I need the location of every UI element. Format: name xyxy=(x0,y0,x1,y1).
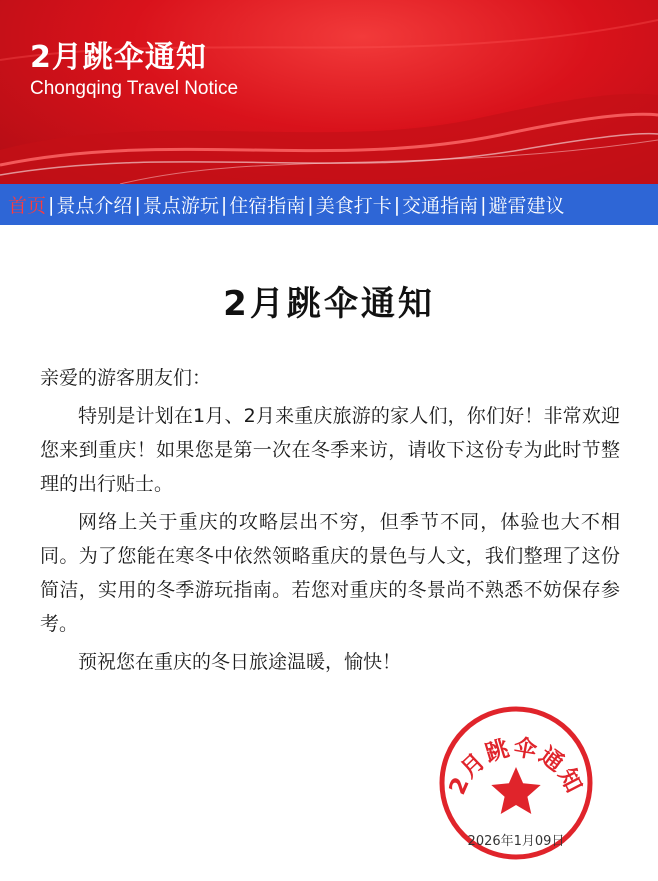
banner-title: 2月跳伞通知 xyxy=(30,40,207,75)
greeting: 亲爱的游客朋友们： xyxy=(40,367,212,389)
nav-item-lodging[interactable]: 住宿指南 xyxy=(229,195,306,217)
page-title: 2月跳伞通知 xyxy=(223,284,435,324)
paragraph: 特别是计划在1月、2月来重庆旅游的家人们，你们好！非常欢迎您来到重庆！如果您是第一次在冬季来访，请收下这份专为此时节整理的出行贴士。 xyxy=(40,405,620,495)
nav-separator: | xyxy=(134,193,141,216)
seal-star-icon xyxy=(491,767,540,814)
paragraph: 预祝您在重庆的冬日旅途温暖，愉快！ xyxy=(78,651,402,673)
official-seal xyxy=(436,703,596,863)
paragraph: 网络上关于重庆的攻略层出不穷，但季节不同，体验也大不相同。为了您能在寒冬中依然领略重庆的景色与人文，我们整理了这份简洁，实用的冬季游玩指南。若您对重庆的冬景尚不熟悉不妨保存参考。 xyxy=(40,511,620,635)
banner-subtitle: Chongqing Travel Notice xyxy=(30,78,239,99)
nav-item-food[interactable]: 美食打卡 xyxy=(315,195,392,217)
seal-date: 2026年1月09日 xyxy=(467,834,565,849)
nav-item-transport[interactable]: 交通指南 xyxy=(402,195,479,217)
nav-item-home[interactable]: 首页 xyxy=(8,195,47,217)
top-nav xyxy=(0,184,658,225)
nav-item-tips[interactable]: 避雷建议 xyxy=(488,195,565,217)
nav-separator: | xyxy=(48,193,55,216)
notice-body xyxy=(40,361,620,683)
nav-separator: | xyxy=(393,193,401,216)
nav-item-attractions-intro[interactable]: 景点介绍 xyxy=(56,195,133,217)
nav-separator: | xyxy=(220,193,228,216)
header-banner xyxy=(0,0,658,184)
nav-separator: | xyxy=(480,193,487,216)
nav-separator: | xyxy=(307,193,314,216)
seal-text: 2月跳伞通知 xyxy=(444,734,588,799)
nav-item-attractions-play[interactable]: 景点游玩 xyxy=(142,195,219,217)
